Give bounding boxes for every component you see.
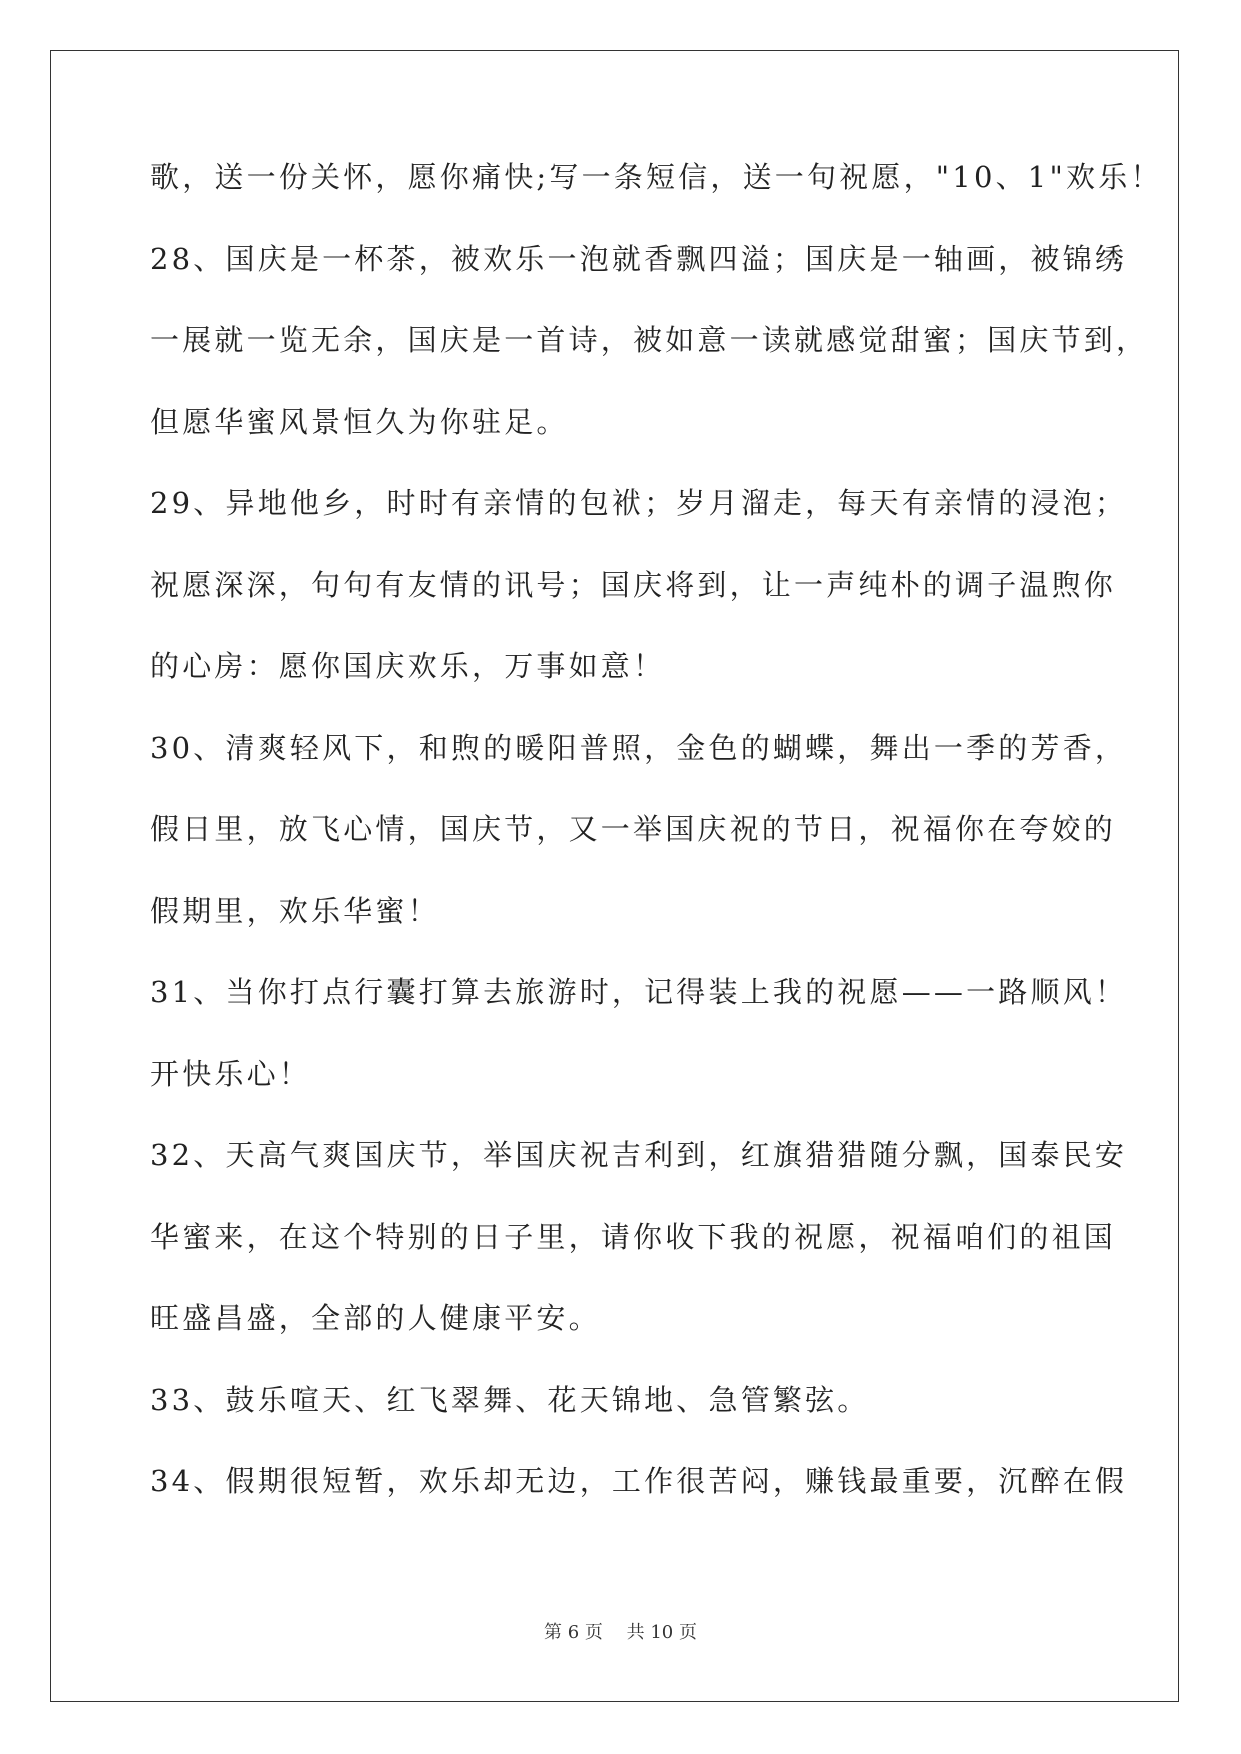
text-line: 华蜜来，在这个特别的日子里，请你收下我的祝愿，祝福咱们的祖国 <box>150 1219 1117 1254</box>
text-line: 假期里，欢乐华蜜！ <box>150 893 440 928</box>
text-line: 28、国庆是一杯茶，被欢乐一泡就香飘四溢；国庆是一轴画，被锦绣 <box>150 241 1128 276</box>
text-line: 31、当你打点行囊打算去旅游时，记得装上我的祝愿——一路顺风！ <box>150 975 1128 1009</box>
text-line: 的心房：愿你国庆欢乐，万事如意！ <box>150 649 666 683</box>
text-line: 祝愿深深，句句有友情的讯号；国庆将到，让一声纯朴的调子温煦你 <box>150 567 1117 602</box>
text-line: 假日里，放飞心情，国庆节，又一举国庆祝的节日，祝福你在夸姣的 <box>150 812 1117 846</box>
text-line: 32、天高气爽国庆节，举国庆祝吉利到，红旗猎猎随分飘，国泰民安 <box>150 1138 1128 1172</box>
text-line: 开快乐心！ <box>150 1056 312 1091</box>
text-line: 29、异地他乡，时时有亲情的包袱；岁月溜走，每天有亲情的浸泡； <box>150 486 1128 520</box>
text-line: 30、清爽轻风下，和煦的暖阳普照，金色的蝴蝶，舞出一季的芳香， <box>150 730 1128 765</box>
page-number: 第 6 页 共 10 页 <box>544 1622 697 1643</box>
text-line: 34、假期很短暂，欢乐却无边，工作很苦闷，赚钱最重要，沉醉在假 <box>150 1464 1128 1498</box>
text-line: 33、鼓乐喧天、红飞翠舞、花天锦地、急管繁弦。 <box>150 1382 870 1417</box>
text-line: 旺盛昌盛，全部的人健康平安。 <box>150 1301 601 1335</box>
document-body <box>150 160 1163 1546</box>
text-line: 一展就一览无余，国庆是一首诗，被如意一读就感觉甜蜜；国庆节到， <box>150 323 1149 357</box>
text-line: 但愿华蜜风景恒久为你驻足。 <box>150 404 569 439</box>
text-line: 歌，送一份关怀，愿你痛快;写一条短信，送一句祝愿，"10、1"欢乐！ <box>150 160 1163 194</box>
